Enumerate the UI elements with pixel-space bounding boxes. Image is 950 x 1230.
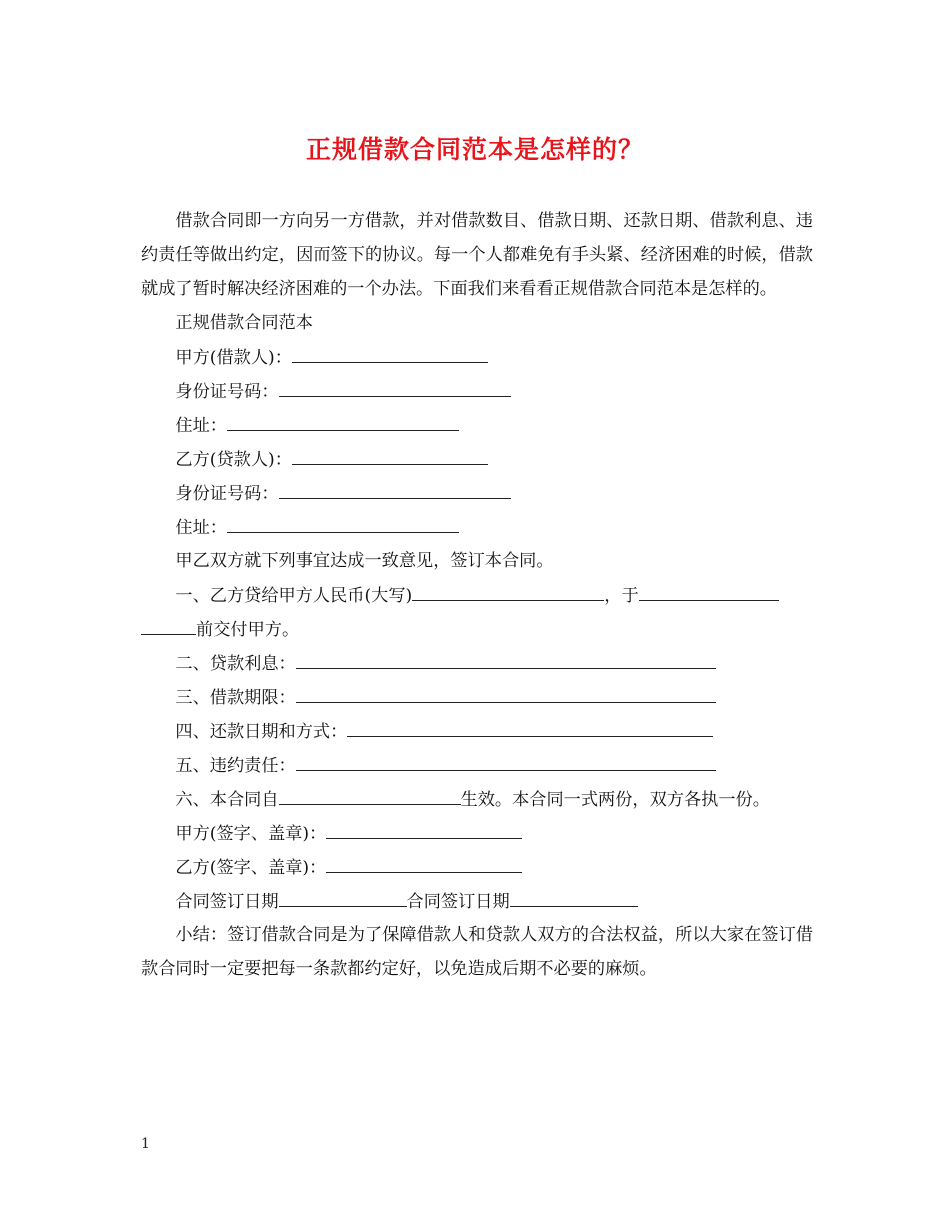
- sign-a-blank[interactable]: [326, 816, 522, 839]
- clause-6-blank[interactable]: [279, 782, 461, 805]
- intro-paragraph: 借款合同即一方向另一方借款，并对借款数目、借款日期、还款日期、借款利息、违约责任等做出约定，因而签下的协议。每一个人都难免有手头紧、经济困难的时候，借款就成了暂时解决经济困难的一个办法。下面我们来看看正规借款合同范本是怎样的。: [141, 211, 813, 299]
- sign-date-line: [141, 884, 813, 918]
- summary-paragraph: 小结：签订借款合同是为了保障借款人和贷款人双方的合法权益，所以大家在签订借款合同时一定要把每一条款都约定好，以免造成后期不必要的麻烦。: [141, 925, 813, 979]
- party-b-id-line: [141, 476, 813, 510]
- clause-1-line: [141, 578, 813, 612]
- clause-6-line: [141, 782, 813, 816]
- party-b-blank[interactable]: [292, 442, 488, 465]
- clause-1-prefix: 一、乙方贷给甲方人民币(大写): [175, 586, 413, 606]
- party-a-address-blank[interactable]: [227, 408, 459, 431]
- clause-4-line: [141, 714, 813, 748]
- party-a-line: [141, 340, 813, 374]
- clause-2-label: 二、贷款利息：: [175, 654, 296, 674]
- clause-6-suffix: 生效。本合同一式两份，双方各执一份。: [460, 790, 770, 810]
- sign-a-label: 甲方(签字、盖章)：: [175, 824, 327, 844]
- sign-b-blank[interactable]: [326, 850, 522, 873]
- party-b-id-blank[interactable]: [279, 476, 511, 499]
- party-a-id-blank[interactable]: [279, 374, 511, 397]
- clause-2-line: [141, 646, 813, 680]
- clause-6-prefix: 六、本合同自: [175, 790, 279, 810]
- party-b-label: 乙方(贷款人)：: [175, 450, 292, 470]
- clause-5-line: [141, 748, 813, 782]
- party-b-line: [141, 442, 813, 476]
- clause-1-date-blank-continued[interactable]: [141, 612, 196, 635]
- sign-date-blank-2[interactable]: [510, 884, 638, 907]
- contract-subtitle-text: 正规借款合同范本: [175, 313, 313, 333]
- page-number: 1: [141, 1136, 150, 1152]
- clause-1-mid: ，于: [604, 586, 639, 606]
- clause-3-blank[interactable]: [296, 680, 716, 703]
- party-a-id-label: 身份证号码：: [175, 382, 279, 402]
- agreement-text: 甲乙双方就下列事宜达成一致意见，签订本合同。: [175, 551, 554, 571]
- clause-3-label: 三、借款期限：: [175, 688, 296, 708]
- sign-date-blank-1[interactable]: [279, 884, 407, 907]
- party-a-id-line: [141, 374, 813, 408]
- party-b-address-line: [141, 510, 813, 544]
- party-a-address-label: 住址：: [175, 416, 227, 436]
- contract-subtitle: [141, 306, 813, 340]
- party-b-address-label: 住址：: [175, 518, 227, 538]
- sign-b-label: 乙方(签字、盖章)：: [175, 858, 327, 878]
- clause-1-continued: [141, 612, 813, 646]
- document-body: [141, 204, 813, 986]
- party-b-id-label: 身份证号码：: [175, 484, 279, 504]
- party-a-label: 甲方(借款人)：: [175, 348, 292, 368]
- sign-date-label-1: 合同签订日期: [175, 892, 279, 912]
- agreement-line: [141, 544, 813, 578]
- party-b-address-blank[interactable]: [227, 510, 459, 533]
- clause-5-blank[interactable]: [296, 748, 716, 771]
- party-a-address-line: [141, 408, 813, 442]
- sign-b-line: [141, 850, 813, 884]
- clause-4-label: 四、还款日期和方式：: [175, 722, 348, 742]
- clause-5-label: 五、违约责任：: [175, 756, 296, 776]
- sign-a-line: [141, 816, 813, 850]
- clause-1-suffix: 前交付甲方。: [196, 620, 300, 640]
- party-a-blank[interactable]: [292, 340, 488, 363]
- clause-1-date-blank[interactable]: [639, 578, 779, 601]
- sign-date-label-2: 合同签订日期: [406, 892, 510, 912]
- clause-1-amount-blank[interactable]: [412, 578, 604, 601]
- document-title: 正规借款合同范本是怎样的？: [305, 135, 644, 164]
- clause-4-blank[interactable]: [347, 714, 713, 737]
- clause-2-blank[interactable]: [296, 646, 716, 669]
- clause-3-line: [141, 680, 813, 714]
